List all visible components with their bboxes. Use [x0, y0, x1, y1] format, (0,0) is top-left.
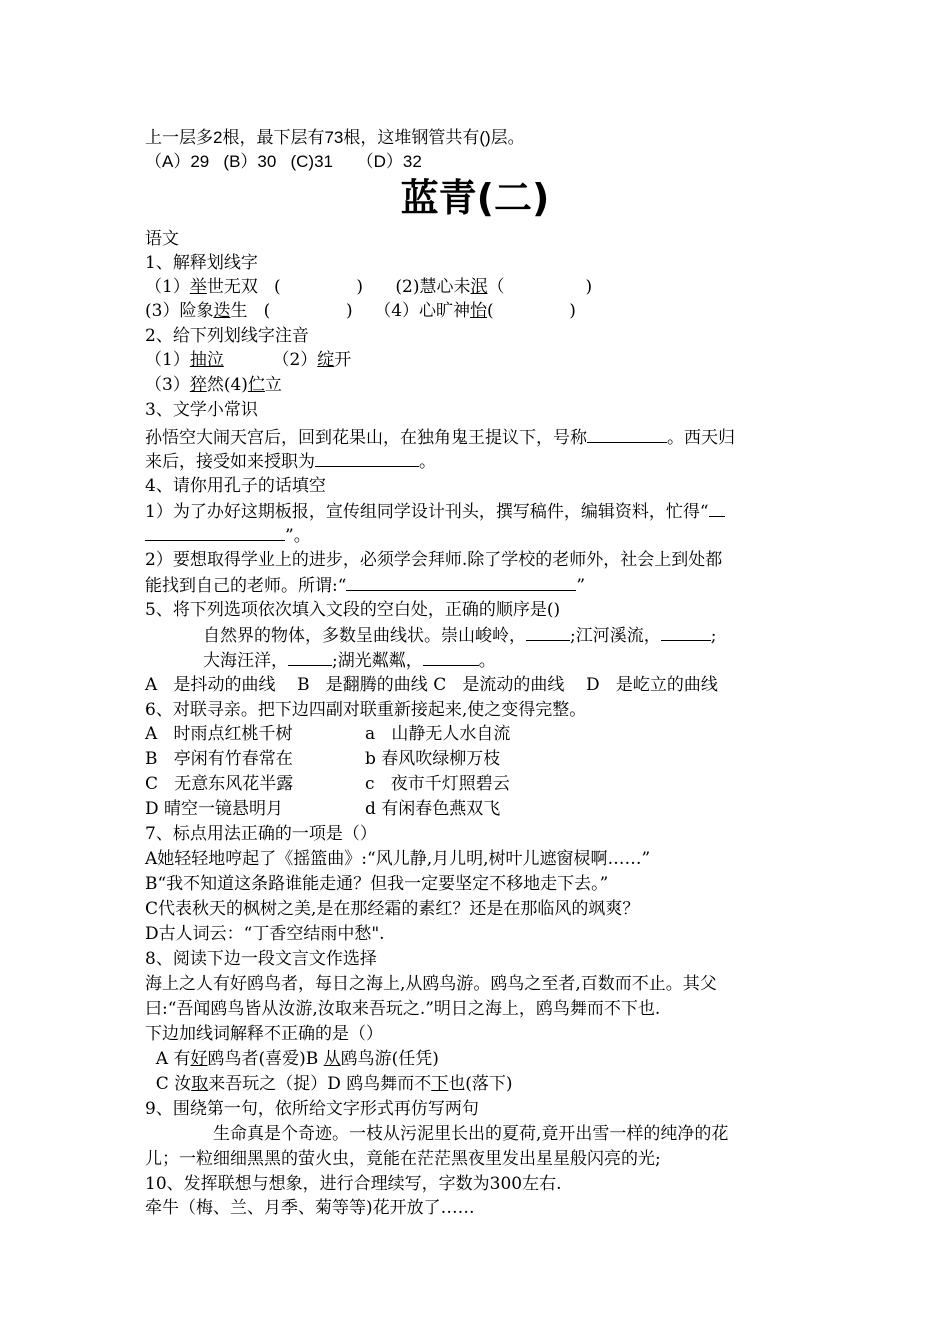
q8-c-underlined: 取 — [191, 1074, 209, 1094]
q7-option-d: D古人词云：“丁香空结雨中愁". — [145, 924, 385, 944]
q8-options-cd — [145, 1073, 513, 1095]
q1-heading: 1、解释划线字 — [145, 253, 258, 273]
q8-c-prefix: C 汝 — [145, 1074, 192, 1094]
q7-option-b: B“我不知道这条路谁能走通？但我一定要坚定不移地走下去。” — [145, 874, 609, 894]
q8-d-rest: 也(落下) — [448, 1074, 513, 1094]
q8-d-underlined: 下 — [431, 1074, 449, 1094]
q9-line-2: 儿；一粒细细黑黑的萤火虫，竟能在茫茫黑夜里发出星星般闪亮的光; — [145, 1149, 661, 1169]
couplet-right-a: a 山静无人水自流 — [365, 724, 511, 744]
q1-d-rest: ( ) — [487, 301, 576, 321]
q10-heading: 10、发挥联想与想象，进行合理续写，字数为300左右. — [145, 1174, 562, 1194]
subject-label: 语文 — [145, 229, 179, 249]
q8-a-underlined: 好 — [190, 1049, 208, 1069]
q4-text-2-end: ”。 — [285, 526, 311, 546]
q4-text-4: 能找到自己的老师。所谓:“ — [145, 576, 347, 596]
q5-text-2a: 大海汪洋， — [203, 651, 288, 671]
q2-d-underlined: 伫 — [247, 375, 265, 395]
q1-b-underlined: 泯 — [470, 277, 488, 297]
q3-text-1-end: 。西天归 — [667, 428, 735, 448]
q4-blank-1a — [709, 500, 725, 517]
q9-heading: 9、围绕第一句，依所给文字形式再仿写两句 — [145, 1099, 479, 1119]
q9-line-1: 生命真是个奇迹。一枝从污泥里长出的夏荷,竟开出雪一样的纯净的花 — [213, 1124, 729, 1144]
q10-line-1: 牵牛（梅、兰、月季、菊等等)花开放了…… — [145, 1198, 475, 1218]
q5-text-1c: ; — [710, 626, 717, 646]
q2-d-rest: 立 — [264, 375, 282, 395]
q3-blank-2 — [315, 450, 419, 467]
q8-passage-1: 海上之人有好鸥鸟者，每日之海上,从鸥鸟游。鸥鸟之至者,百数而不止。其父 — [145, 974, 717, 994]
q1-c-underlined: 迭 — [213, 301, 231, 321]
couplet-left-b: B 亭闲有竹春常在 — [145, 749, 293, 769]
q3-heading: 3、文学小常识 — [145, 400, 258, 420]
q2-line-1 — [145, 349, 351, 371]
q4-text-1: 1）为了办好这期板报，宣传组同学设计刊头，撰写稿件，编辑资料，忙得“ — [145, 502, 709, 522]
q2-a-mid: （2） — [223, 350, 318, 370]
q1-c-rest: 生 ( ) （4）心旷神 — [230, 301, 471, 321]
q8-question: 下边加线词解释不正确的是（） — [145, 1024, 383, 1044]
q3-text-1: 孙悟空大闹天宫后，回到花果山，在独角鬼王提议下，号称 — [145, 428, 587, 448]
q7-option-a: A她轻轻地哼起了《摇篮曲》:“风儿静,月儿明,树叶儿遮窗棂啊……” — [145, 849, 651, 869]
q8-a-rest: 鸥鸟者(喜爱)B — [207, 1049, 324, 1069]
question-line: 上一层多2根，最下层有73根，这堆钢管共有()层。 — [145, 128, 525, 147]
q6-heading: 6、对联寻亲。把下边四副对联重新接起来,使之变得完整。 — [145, 700, 587, 720]
q2-c-prefix: （3） — [145, 375, 190, 395]
q1-b-rest: （ ) — [487, 277, 593, 297]
q2-b-rest: 开 — [334, 350, 352, 370]
q7-option-c: C代表秋天的枫树之美,是在那经霜的素红？还是在那临风的飒爽？ — [145, 899, 640, 919]
q4-line-2 — [145, 524, 311, 547]
q4-line-4 — [145, 574, 585, 597]
q4-text-4-end: ” — [576, 576, 586, 596]
q5-passage-1 — [203, 624, 716, 647]
q8-options-ab — [145, 1048, 439, 1070]
q8-heading: 8、阅读下边一段文言文作选择 — [145, 949, 377, 969]
q1-line-2 — [145, 300, 576, 322]
q1-d-underlined: 怡 — [470, 301, 488, 321]
q2-heading: 2、给下列划线字注音 — [145, 326, 309, 346]
couplet-right-d: d 有闲春色燕双飞 — [365, 799, 501, 819]
q8-b-underlined: 从 — [323, 1049, 341, 1069]
q2-a-underlined: 抽泣 — [189, 350, 224, 370]
q5-options: A 是抖动的曲线 B 是翻腾的曲线 C 是流动的曲线 D 是屹立的曲线 — [145, 675, 718, 695]
q8-a-prefix: A 有 — [145, 1049, 191, 1069]
couplet-right-c: c 夜市千灯照碧云 — [365, 774, 510, 794]
q2-c-mid: 然(4) — [206, 375, 248, 395]
q4-blank-2 — [346, 574, 576, 591]
q3-text-2: 来后，接受如来授职为 — [145, 452, 315, 472]
q1-a-rest: 世无双 ( ) (2)慧心未 — [206, 277, 471, 297]
q2-line-2 — [145, 374, 282, 396]
q4-blank-1b — [145, 524, 285, 541]
page-title: 蓝青(二) — [400, 176, 550, 220]
couplet-left-a: A 时雨点红桃千树 — [145, 724, 293, 744]
q5-text-2b: ;湖光粼粼， — [332, 651, 423, 671]
q3-line-2 — [145, 450, 436, 473]
q1-a-underlined: 举 — [189, 277, 207, 297]
answer-options: （A）29 (B）30 (C)31 （D）32 — [145, 152, 422, 171]
q7-heading: 7、标点用法正确的一项是（） — [145, 824, 377, 844]
q5-blank-1 — [526, 624, 570, 641]
q2-c-underlined: 猝 — [189, 375, 207, 395]
q2-a-prefix: （1） — [145, 350, 190, 370]
q3-line-1 — [145, 426, 735, 449]
couplet-right-b: b 春风吹绿柳万枝 — [365, 749, 501, 769]
q4-line-1 — [145, 500, 725, 523]
q5-blank-4 — [423, 649, 479, 666]
q8-passage-2: 曰:“吾闻鸥鸟皆从汝游,汝取来吾玩之.”明日之海上，鸥鸟舞而不下也. — [145, 999, 661, 1019]
q5-text-1b: ;江河溪流， — [570, 626, 661, 646]
q8-b-rest: 鸥鸟游(任凭) — [340, 1049, 439, 1069]
q1-a-prefix: （1） — [145, 277, 190, 297]
q5-heading: 5、将下列选项依次填入文段的空白处，正确的顺序是() — [145, 600, 561, 620]
q2-b-underlined: 绽 — [317, 350, 335, 370]
q5-text-1a: 自然界的物体，多数呈曲线状。崇山峻岭， — [203, 626, 526, 646]
q3-text-2-end: 。 — [419, 452, 436, 472]
q4-heading: 4、请你用孔子的话填空 — [145, 476, 326, 496]
q1-c-prefix: (3）险象 — [145, 301, 214, 321]
q5-text-2c: 。 — [478, 651, 496, 671]
q3-blank-1 — [587, 426, 667, 443]
q4-line-3: 2）要想取得学业上的进步，必须学会拜师.除了学校的老师外，社会上到处都 — [145, 550, 723, 570]
q8-c-rest: 来吾玩之（捉）D 鸥鸟舞而不 — [208, 1074, 432, 1094]
q5-blank-2 — [661, 624, 711, 641]
couplet-left-c: C 无意东风花半露 — [145, 774, 294, 794]
couplet-left-d: D 晴空一镜悬明月 — [145, 799, 284, 819]
q5-passage-2 — [203, 649, 496, 672]
q1-line-1 — [145, 276, 592, 298]
q5-blank-3 — [288, 649, 332, 666]
